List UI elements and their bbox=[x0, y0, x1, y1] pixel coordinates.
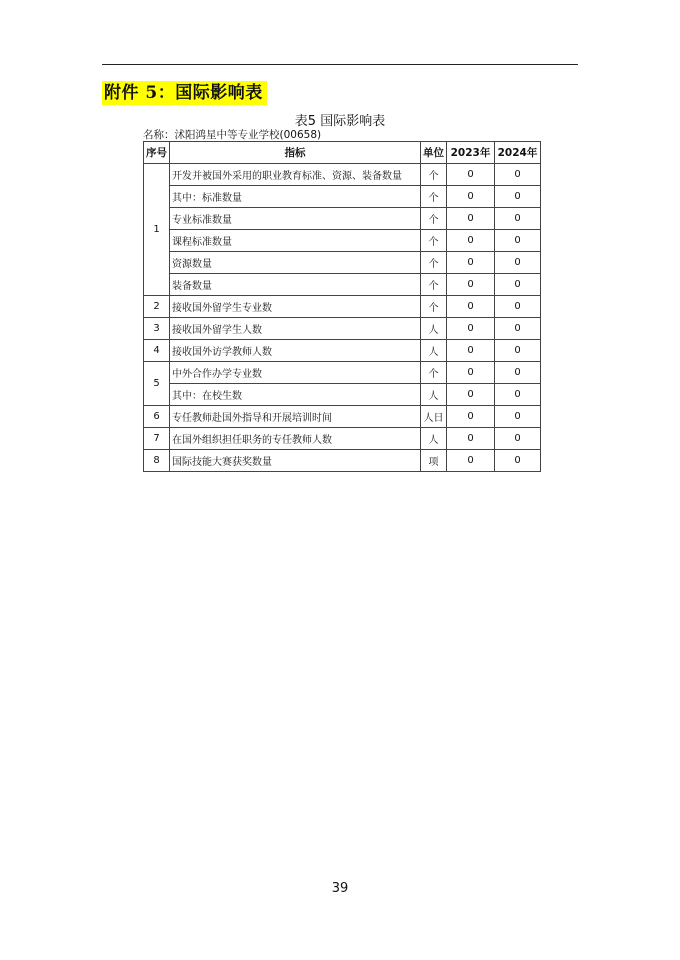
row-value-2023: 0 bbox=[447, 362, 495, 384]
table-row bbox=[144, 318, 541, 340]
row-unit: 个 bbox=[421, 164, 447, 186]
column-header-unit: 单位 bbox=[421, 142, 447, 164]
row-seq: 8 bbox=[144, 450, 170, 472]
row-indicator: 在国外组织担任职务的专任教师人数 bbox=[170, 428, 421, 450]
row-unit: 人日 bbox=[421, 406, 447, 428]
page-number: 39 bbox=[331, 881, 349, 896]
row-value-2024: 0 bbox=[495, 318, 541, 340]
row-indicator: 接收国外留学生专业数 bbox=[170, 296, 421, 318]
row-indicator: 其中：标准数量 bbox=[170, 186, 421, 208]
column-header-2024: 2024年 bbox=[495, 142, 541, 164]
row-unit: 人 bbox=[421, 384, 447, 406]
row-value-2023: 0 bbox=[447, 318, 495, 340]
row-value-2023: 0 bbox=[447, 274, 495, 296]
row-value-2024: 0 bbox=[495, 406, 541, 428]
table-row bbox=[144, 362, 541, 384]
row-value-2023: 0 bbox=[447, 340, 495, 362]
row-indicator: 中外合作办学专业数 bbox=[170, 362, 421, 384]
row-seq: 6 bbox=[144, 406, 170, 428]
header-rule bbox=[102, 64, 578, 65]
column-header-2023: 2023年 bbox=[447, 142, 495, 164]
row-value-2024: 0 bbox=[495, 186, 541, 208]
row-value-2023: 0 bbox=[447, 384, 495, 406]
table-row bbox=[144, 208, 541, 230]
row-seq: 7 bbox=[144, 428, 170, 450]
row-unit: 人 bbox=[421, 340, 447, 362]
table-row bbox=[144, 186, 541, 208]
row-value-2024: 0 bbox=[495, 230, 541, 252]
row-indicator: 课程标准数量 bbox=[170, 230, 421, 252]
column-header-indicator: 指标 bbox=[170, 142, 421, 164]
school-name: 名称：沭阳鸿星中等专业学校(00658) bbox=[143, 129, 322, 141]
row-value-2023: 0 bbox=[447, 164, 495, 186]
row-value-2023: 0 bbox=[447, 406, 495, 428]
row-indicator: 专业标准数量 bbox=[170, 208, 421, 230]
row-unit: 人 bbox=[421, 318, 447, 340]
row-unit: 人 bbox=[421, 428, 447, 450]
row-value-2023: 0 bbox=[447, 296, 495, 318]
row-value-2023: 0 bbox=[447, 252, 495, 274]
row-indicator: 专任教师赴国外指导和开展培训时间 bbox=[170, 406, 421, 428]
row-unit: 个 bbox=[421, 186, 447, 208]
row-indicator: 其中：在校生数 bbox=[170, 384, 421, 406]
table-row bbox=[144, 252, 541, 274]
row-value-2024: 0 bbox=[495, 450, 541, 472]
row-seq: 5 bbox=[144, 362, 170, 406]
row-indicator: 资源数量 bbox=[170, 252, 421, 274]
row-value-2023: 0 bbox=[447, 208, 495, 230]
row-value-2023: 0 bbox=[447, 428, 495, 450]
table-row bbox=[144, 450, 541, 472]
row-unit: 个 bbox=[421, 296, 447, 318]
row-indicator: 开发并被国外采用的职业教育标准、资源、装备数量 bbox=[170, 164, 421, 186]
row-indicator: 装备数量 bbox=[170, 274, 421, 296]
row-value-2024: 0 bbox=[495, 428, 541, 450]
table-row bbox=[144, 406, 541, 428]
table-title: 表5 国际影响表 bbox=[294, 114, 386, 129]
row-seq: 2 bbox=[144, 296, 170, 318]
row-unit: 个 bbox=[421, 274, 447, 296]
table-row bbox=[144, 340, 541, 362]
row-seq: 3 bbox=[144, 318, 170, 340]
row-value-2024: 0 bbox=[495, 296, 541, 318]
table-row bbox=[144, 296, 541, 318]
table-row bbox=[144, 428, 541, 450]
row-indicator: 接收国外访学教师人数 bbox=[170, 340, 421, 362]
row-value-2024: 0 bbox=[495, 384, 541, 406]
international-impact-table bbox=[143, 141, 541, 472]
row-seq: 1 bbox=[144, 164, 170, 296]
row-value-2023: 0 bbox=[447, 450, 495, 472]
row-unit: 个 bbox=[421, 362, 447, 384]
row-indicator: 接收国外留学生人数 bbox=[170, 318, 421, 340]
row-unit: 个 bbox=[421, 208, 447, 230]
column-header-seq: 序号 bbox=[144, 142, 170, 164]
row-value-2024: 0 bbox=[495, 274, 541, 296]
row-seq: 4 bbox=[144, 340, 170, 362]
row-value-2024: 0 bbox=[495, 208, 541, 230]
row-value-2024: 0 bbox=[495, 164, 541, 186]
row-unit: 个 bbox=[421, 230, 447, 252]
table-header-row bbox=[144, 142, 541, 164]
table-row bbox=[144, 274, 541, 296]
table-row bbox=[144, 230, 541, 252]
row-value-2023: 0 bbox=[447, 186, 495, 208]
table-row bbox=[144, 384, 541, 406]
row-value-2024: 0 bbox=[495, 252, 541, 274]
row-value-2024: 0 bbox=[495, 340, 541, 362]
row-value-2024: 0 bbox=[495, 362, 541, 384]
row-unit: 个 bbox=[421, 252, 447, 274]
appendix-title: 附件 5：国际影响表 bbox=[102, 81, 267, 105]
row-indicator: 国际技能大赛获奖数量 bbox=[170, 450, 421, 472]
row-unit: 项 bbox=[421, 450, 447, 472]
row-value-2023: 0 bbox=[447, 230, 495, 252]
table-row bbox=[144, 164, 541, 186]
